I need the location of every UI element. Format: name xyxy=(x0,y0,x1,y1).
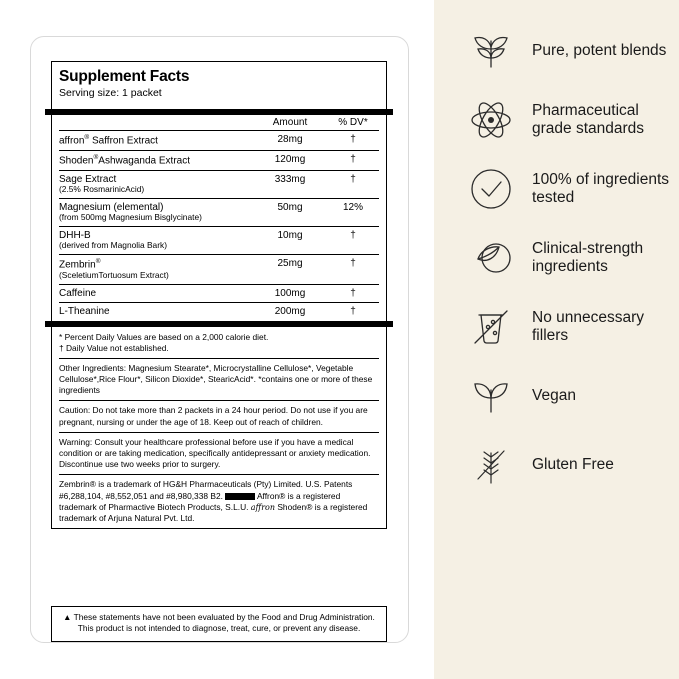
benefit-label: No unnecessary fillers xyxy=(532,309,645,344)
benefit-item xyxy=(462,436,669,494)
redaction-bar xyxy=(225,493,255,500)
benefit-item xyxy=(462,91,669,149)
footnotes xyxy=(59,327,379,358)
supplement-facts-title: Supplement Facts xyxy=(59,68,190,85)
leaves-icon xyxy=(462,22,520,80)
benefit-label: Pure, potent blends xyxy=(532,42,667,60)
benefit-item xyxy=(462,229,669,287)
nutrient-name: Shoden®Ashwaganda Extract xyxy=(59,150,253,170)
nutrient-daily-value: † xyxy=(327,150,379,170)
nutrient-amount: 10mg xyxy=(253,226,327,254)
caution-text: Caution: Do not take more than 2 packets in a 24 hour period. Do not use if you are pregnant, nursing or under the age of 18. Keep out of reach of children. xyxy=(59,400,379,431)
nutrient-amount: 120mg xyxy=(253,150,327,170)
fda-disclaimer-box: ▲ These statements have not been evaluated by the Food and Drug Administration. This product is not intended to diagnose, treat, cure, or prevent any disease. xyxy=(51,606,387,642)
nutrient-name: L-Theanine xyxy=(59,303,253,321)
benefit-label: Pharmaceutical grade standards xyxy=(532,102,645,137)
table-row xyxy=(59,284,379,303)
nutrient-name: Caffeine xyxy=(59,284,253,303)
benefit-label: 100% of ingredients tested xyxy=(532,171,670,206)
nutrient-daily-value: 12% xyxy=(327,198,379,226)
table-row xyxy=(59,198,379,226)
serving-size: Serving size: 1 packet xyxy=(59,87,162,99)
atom-icon xyxy=(462,91,520,149)
nutrient-daily-value: † xyxy=(327,303,379,321)
col-header-amount: Amount xyxy=(253,115,327,131)
other-ingredients: Other Ingredients: Magnesium Stearate*, Microcrystalline Cellulose*, Vegetable Cellulose*,Rice Flour*, Silicon Dioxide*, StearicAcid*. *contains one or more of these ingredients xyxy=(59,358,379,401)
table-row xyxy=(59,303,379,321)
col-header-nutrient xyxy=(59,115,253,131)
trademark-shoden: Shoden® is a registered trademark of Arjuna Natural Pvt. Ltd. xyxy=(59,501,368,524)
benefit-label: Vegan xyxy=(532,387,576,405)
no-fillers-icon xyxy=(462,298,520,356)
nutrient-daily-value: † xyxy=(327,284,379,303)
nutrient-amount: 28mg xyxy=(253,131,327,151)
nutrient-name: DHH-B (derived from Magnolia Bark) xyxy=(59,226,253,254)
nutrient-daily-value: † xyxy=(327,226,379,254)
table-row xyxy=(59,255,379,284)
col-header-dv: % DV* xyxy=(327,115,379,131)
supplement-label-card xyxy=(30,36,409,643)
nutrient-daily-value: † xyxy=(327,255,379,284)
benefit-item xyxy=(462,160,669,218)
benefit-item xyxy=(462,367,669,425)
footnote-dv-basis: * Percent Daily Values are based on a 2,000 calorie diet. xyxy=(59,331,269,342)
nutrient-name: Sage Extract (2.5% RosmarinicAcid) xyxy=(59,170,253,198)
gluten-free-wheat-icon xyxy=(462,436,520,494)
nutrition-table xyxy=(59,115,379,321)
nutrient-daily-value: † xyxy=(327,170,379,198)
leaf-circle-icon xyxy=(462,229,520,287)
benefits-panel xyxy=(434,0,679,679)
table-row xyxy=(59,150,379,170)
nutrient-amount: 25mg xyxy=(253,255,327,284)
vegan-leaf-icon xyxy=(462,367,520,425)
checkmark-circle-icon xyxy=(462,160,520,218)
nutrient-amount: 333mg xyxy=(253,170,327,198)
nutrient-name: Zembrin® (SceletiumTortuosum Extract) xyxy=(59,255,253,284)
trademark-zembrin: Zembrin® is a trademark of HG&H Pharmaceuticals (Pty) Limited. U.S. Patents #6,288,104, #8,552,051 and #8,980,338 B2. xyxy=(59,479,353,501)
table-row xyxy=(59,170,379,198)
nutrient-daily-value: † xyxy=(327,131,379,151)
nutrient-amount: 50mg xyxy=(253,198,327,226)
benefits-list xyxy=(462,22,669,505)
benefit-item xyxy=(462,298,669,356)
affron-logo-script: affron xyxy=(250,502,276,512)
trademark-affron: Affron® is a registered trademark of Pharmactive Biotech Products, S.L.U. xyxy=(59,490,341,512)
nutrient-name: affron® Saffron Extract xyxy=(59,131,253,151)
benefit-item xyxy=(462,22,669,80)
footnote-dagger: † Daily Value not established. xyxy=(59,342,169,353)
table-row xyxy=(59,226,379,254)
trademarks-text xyxy=(59,474,379,528)
supplement-facts-box xyxy=(51,61,387,529)
benefit-label: Clinical-strength ingredients xyxy=(532,240,644,275)
table-row xyxy=(59,131,379,151)
nutrient-amount: 100mg xyxy=(253,284,327,303)
nutrient-name: Magnesium (elemental) (from 500mg Magnesium Bisglycinate) xyxy=(59,198,253,226)
warning-text: Warning: Consult your healthcare professional before use if you have a medical condition or are taking medication, specifically antidepressant or anxiety medication. Discontinue use two weeks prior to surgery. xyxy=(59,432,379,475)
benefit-label: Gluten Free xyxy=(532,456,614,474)
nutrient-amount: 200mg xyxy=(253,303,327,321)
